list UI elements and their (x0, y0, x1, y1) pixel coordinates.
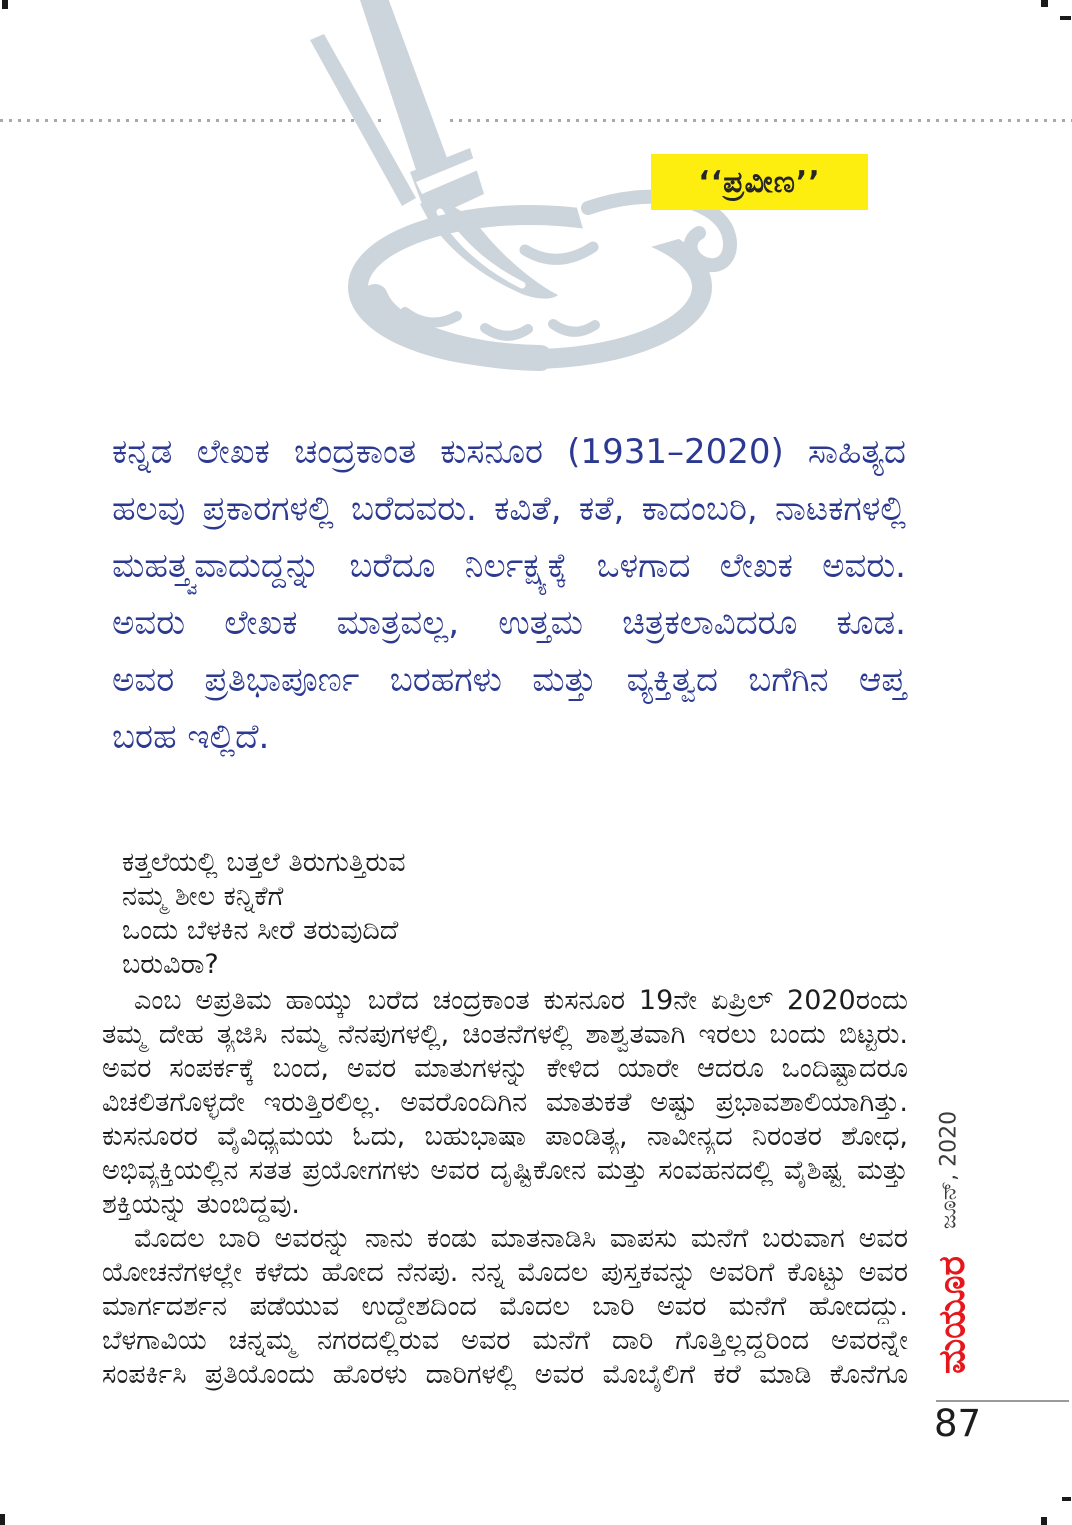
paint-dab-large (525, 247, 593, 259)
crop-mark-top-right (1041, 0, 1048, 7)
body-line: ಅವರ ಸಂಪರ್ಕಕ್ಕೆ ಬಂದ, ಅವರ ಮಾತುಗಳನ್ನು ಕೇಳಿದ ಯಾರೇ ಆದರೂ ಒಂದಿಷ್ಟಾದರೂ (102, 1053, 908, 1084)
body-line: ಸಂಪರ್ಕಿಸಿ ಪ್ರತಿಯೊಂದು ಹೊರಳು ದಾರಿಗಳಲ್ಲಿ ಅವರ ಮೊಬೈಲಿಗೆ ಕರೆ ಮಾಡಿ ಕೊನೆಗೂ (102, 1359, 908, 1390)
intro-line: ಅವರು ಲೇಖಕ ಮಾತ್ರವಲ್ಲ, ಉತ್ತಮ ಚಿತ್ರಕಲಾವಿದರೂ ಕೂಡ. (112, 603, 906, 643)
body-line: ಮೊದಲ ಬಾರಿ ಅವರನ್ನು ನಾನು ಕಂಡು ಮಾತನಾಡಿಸಿ ವಾಪಸು ಮನೆಗೆ ಬರುವಾಗ ಅವರ (134, 1223, 908, 1254)
body-line: ತಮ್ಮ ದೇಹ ತ್ಯಜಿಸಿ ನಮ್ಮ ನೆನಪುಗಳಲ್ಲಿ, ಚಿಂತನೆಗಳಲ್ಲಿ ಶಾಶ್ವತವಾಗಿ ಇರಲು ಬಂದು ಬಿಟ್ಟರು. (102, 1019, 908, 1050)
paint-dab (405, 312, 457, 323)
paragraph-1 (102, 984, 908, 1222)
body-line: ಎಂಬ ಅಪ್ರತಿಮ ಹಾಯ್ಕು ಬರೆದ ಚಂದ್ರಕಾಂತ ಕುಸನೂರ 19ನೇ ಏಪ್ರಿಲ್ 2020ರಂದು (134, 985, 908, 1016)
crop-mark-bottom-left (0, 1514, 5, 1525)
crop-mark-top-left (2, 0, 8, 9)
intro-line: ಕನ್ನಡ ಲೇಖಕ ಚಂದ್ರಕಾಂತ ಕುಸನೂರ (1931–2020) ಸಾಹಿತ್ಯದ (112, 432, 906, 472)
palette-ring-thick-edge (375, 297, 540, 358)
section-title: ‘‘ಪ್ರವೀಣ’’ (698, 164, 821, 200)
poem-line: ಒಂದು ಬೆಳಕಿನ ಸೀರೆ ತರುವುದಿದೆ (122, 915, 399, 946)
body-line: ಅಭಿವ್ಯಕ್ತಿಯಲ್ಲಿನ ಸತತ ಪ್ರಯೋಗಗಳು ಅವರ ದೃಷ್ಟಿಕೋನ ಮತ್ತು ಸಂವಹನದಲ್ಲಿ ವೈಶಿಷ್ಟ್ಯ ಮತ್ತು (102, 1155, 908, 1186)
body-line: ಯೋಚನೆಗಳಲ್ಲೇ ಕಳೆದು ಹೋದ ನೆನಪು. ನನ್ನ ಮೊದಲ ಪುಸ್ತಕವನ್ನು ಅವರಿಗೆ ಕೊಟ್ಟು ಅವರ (102, 1257, 908, 1288)
body-line: ಬೆಳಗಾವಿಯ ಚನ್ನಮ್ಮ ನಗರದಲ್ಲಿರುವ ಅವರ ಮನೆಗೆ ದಾರಿ ಗೊತ್ತಿಲ್ಲದ್ದರಿಂದ ಅವರನ್ನೇ (102, 1325, 908, 1356)
poem-line: ನಮ್ಮ ಶೀಲ ಕನ್ನಿಕೆಗೆ (122, 881, 284, 912)
intro-line: ಅವರ ಪ್ರತಿಭಾಪೂರ್ಣ ಬರಹಗಳು ಮತ್ತು ವ್ಯಕ್ತಿತ್ವದ ಬಗೆಗಿನ ಆಪ್ತ (112, 660, 906, 700)
section-title-badge (651, 154, 868, 210)
crop-mark-bottom-right (1041, 1517, 1047, 1525)
body-line: ಮಾರ್ಗದರ್ಶನ ಪಡೆಯುವ ಉದ್ದೇಶದಿಂದ ಮೊದಲ ಬಾರಿ ಅವರ ಮನೆಗೆ ಹೋದದ್ದು. (102, 1291, 908, 1322)
poem-line: ಕತ್ತಲೆಯಲ್ಲಿ ಬತ್ತಲೆ ತಿರುಗುತ್ತಿರುವ (122, 847, 406, 878)
paint-dab (485, 328, 528, 336)
intro-line: ಬರಹ ಇಲ್ಲಿದೆ. (112, 717, 270, 757)
magazine-name-vertical: ಮಯೂರ (930, 1256, 973, 1374)
body-line: ಶಕ್ತಿಯನ್ನು ತುಂಬಿದ್ದವು. (102, 1189, 300, 1220)
body-line: ವಿಚಲಿತಗೊಳ್ಳದೇ ಇರುತ್ತಿರಲಿಲ್ಲ. ಅವರೊಂದಿಗಿನ ಮಾತುಕತೆ ಅಷ್ಟು ಪ್ರಭಾವಶಾಲಿಯಾಗಿತ್ತು. (102, 1087, 908, 1118)
intro-block (112, 424, 906, 766)
issue-date-vertical: ಜೂನ್, 2020 (936, 1110, 962, 1230)
page-number: 87 (934, 1402, 982, 1445)
body-line: ಕುಸನೂರರ ವೈವಿಧ್ಯಮಯ ಓದು, ಬಹುಭಾಷಾ ಪಾಂಡಿತ್ಯ, ನಾವೀನ್ಯದ ನಿರಂತರ ಶೋಧ, (102, 1121, 908, 1152)
poem-block (122, 846, 762, 982)
paragraph-2 (102, 1222, 908, 1392)
crop-mark-top-right-dash (1060, 16, 1071, 20)
intro-line: ಹಲವು ಪ್ರಕಾರಗಳಲ್ಲಿ ಬರೆದವರು. ಕವಿತೆ, ಕತೆ, ಕಾದಂಬರಿ, ನಾಟಕಗಳಲ್ಲಿ (112, 489, 906, 529)
crop-mark-bottom-right-dash (1062, 1497, 1071, 1501)
paint-dab (553, 324, 595, 332)
poem-line: ಬರುವಿರಾ? (122, 949, 219, 980)
intro-line: ಮಹತ್ತ್ವವಾದುದ್ದನ್ನು ಬರೆದೂ ನಿರ್ಲಕ್ಷ್ಯಕ್ಕೆ ಒಳಗಾದ ಲೇಖಕ ಅವರು. (112, 546, 906, 586)
